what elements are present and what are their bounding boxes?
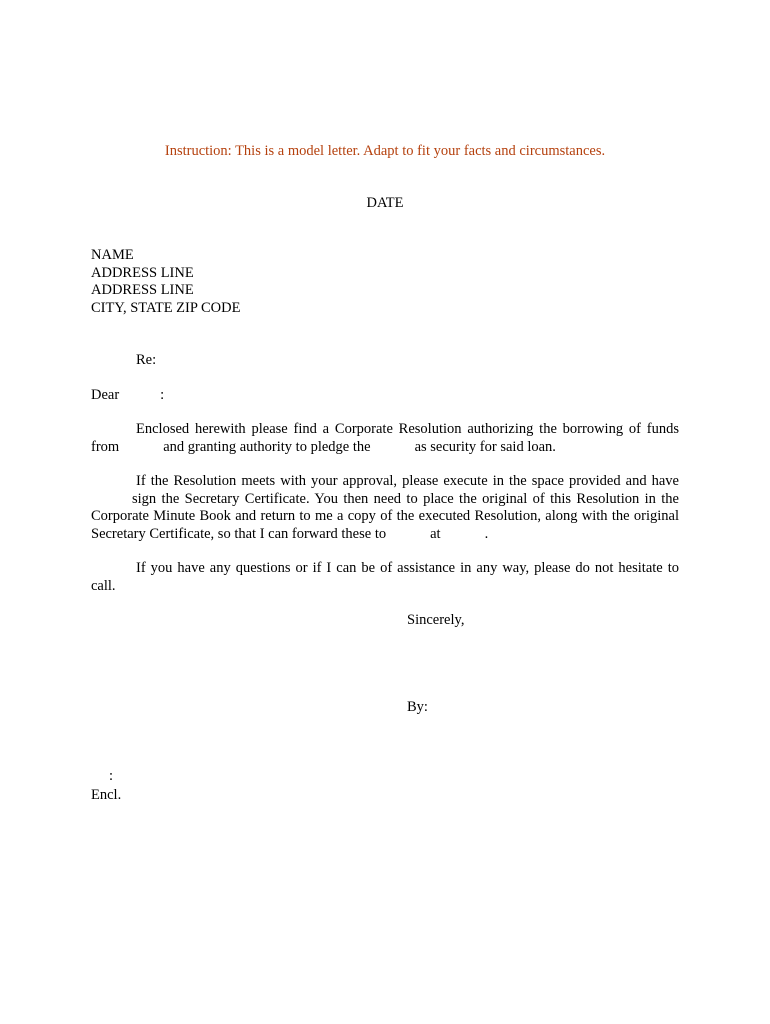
recipient-address-block xyxy=(91,247,240,317)
paragraph-2-line-3: Corporate Minute Book and return to me a copy of the executed Resolution, along with the original xyxy=(91,508,679,524)
salutation xyxy=(91,387,164,405)
paragraph-2-line-1: If the Resolution meets with your approval, please execute in the space provided and have xyxy=(136,473,679,489)
letter-date: DATE xyxy=(366,195,404,211)
enclosure-note: Encl. xyxy=(91,787,122,803)
initials-colon: : xyxy=(109,768,114,784)
paragraph-2-at: at xyxy=(430,525,441,542)
paragraph-1-from: from xyxy=(91,438,120,455)
paragraph-2-forward: Secretary Certificate, so that I can forward these to xyxy=(91,525,387,542)
closing-sincerely: Sincerely, xyxy=(407,612,465,628)
recipient-name: NAME xyxy=(91,247,134,263)
recipient-city-state-zip: CITY, STATE ZIP CODE xyxy=(91,299,241,316)
paragraph-1-line-2 xyxy=(91,439,679,457)
recipient-address-line-1: ADDRESS LINE xyxy=(91,264,194,281)
body-paragraph-2 xyxy=(91,473,679,543)
paragraph-3-line-1: If you have any questions or if I can be of assistance in any way, please do not hesitate to xyxy=(136,560,679,576)
paragraph-1-security: as security for said loan. xyxy=(414,438,556,455)
paragraph-1-granting: and granting authority to pledge the xyxy=(163,438,371,455)
body-paragraph-1 xyxy=(91,421,679,456)
recipient-address-line-2: ADDRESS LINE xyxy=(91,282,194,298)
paragraph-1-line-1: Enclosed herewith please find a Corporate Resolution authorizing the borrowing of funds xyxy=(136,421,679,437)
re-line: Re: xyxy=(136,352,157,368)
body-paragraph-3 xyxy=(91,560,679,595)
salutation-dear: Dear xyxy=(91,387,120,403)
paragraph-3-line-2: call. xyxy=(91,577,116,594)
paragraph-2-line-2: sign the Secretary Certificate. You then need to place the original of this Resolution in the xyxy=(132,490,679,507)
signature-by-label: By: xyxy=(407,699,428,715)
salutation-colon: : xyxy=(160,387,165,403)
instruction-note: Instruction: This is a model letter. Adapt to fit your facts and circumstances. xyxy=(164,143,606,159)
paragraph-2-line-4 xyxy=(91,526,679,544)
paragraph-2-period: . xyxy=(484,525,489,542)
